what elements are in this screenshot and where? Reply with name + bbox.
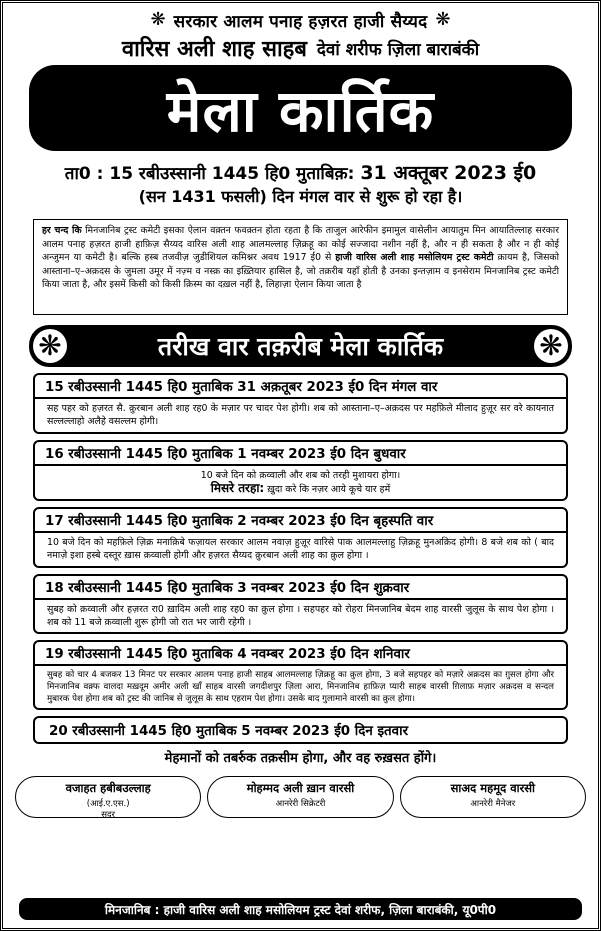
signatory xyxy=(207,776,393,818)
date-hijri: 15 रबीउस्सानी 1445 हि0 मुताबिक़: xyxy=(109,164,355,184)
header-line-1-text: सरकार आलम पनाह हज़रत हाजी सैय्यद xyxy=(173,11,428,32)
notice-bold: हाजी वारिस अली शाह मसोलियम ट्रस्ट कमेटी xyxy=(335,252,494,264)
date-prefix: ता0 : xyxy=(64,164,104,184)
signatory xyxy=(15,776,201,821)
ornament-icon: ❋ xyxy=(435,9,451,30)
date-line-2: (सन 1431 फसली) दिन मंगल वार से शुरू हो रहा है। xyxy=(138,187,463,206)
section-title: तरीख वार तक़रीब मेला कार्तिक xyxy=(157,332,444,361)
signatory-name: साअद महमूद वारसी xyxy=(450,781,536,796)
day-heading: 15 रबीउस्सानी 1445 हि0 मुताबिक 31 अक़तूबर 2023 ई0 दिन मंगल वार xyxy=(35,375,566,399)
day-heading: 19 रबीउस्सानी 1445 हि0 मुताबिक 4 नवम्बर 2023 ई0 दिन शनिवार xyxy=(35,642,566,666)
title-banner xyxy=(29,65,572,151)
date-line-1 xyxy=(9,159,592,185)
signatories xyxy=(15,776,586,821)
final-day-heading: 20 रबीउस्सानी 1445 हि0 मुताबिक 5 नवम्बर 2023 ई0 दिन इतवार xyxy=(33,716,568,744)
footer-bar: मिनजानिब : हाजी वारिस अली शाह मसोलियम ट्रस्ट देवां शरीफ, ज़िला बाराबंकी, यू0पी0 xyxy=(19,898,582,920)
header-line-2-big: वारिस अली शाह साहब xyxy=(121,37,307,62)
page-title: मेला कार्तिक xyxy=(166,76,435,145)
misra-text: ख़ुदा करे कि नज़र आये कूचे यार हमें xyxy=(267,483,391,495)
signatory-role: (आई.ए.एस.) xyxy=(86,799,130,810)
day-body xyxy=(35,466,566,500)
day-body: सुबह को चार 4 बजकर 13 मिनट पर सरकार आलम पनाह हाजी साहब आलमल्लाह ज़िक्रहू का क़ुल होगा, 3 बजे सहपहर को मज़ारे अक़दस का ग़ुसल होगा और मिनजानिब वक़्फ वालदा मख़दूम अमीर अली खाँ साहब वारसी जगदीशपुर ज़िला आरा, मिनजानिब हाफ़िज़ प्यारी साहब वारसी ग़िलाफ़ मज़ार अक़दस व सन्दल मुबारक पेश होगा शब को ट्रस्ट की जानिब से जुलूस के साथ एहराम पेश होगा। उसके बाद गुलामाने वारसी का क़ुल होगा। xyxy=(47,670,554,705)
misra-label: मिसरे तरहा: xyxy=(210,480,265,495)
signatory-name: वजाहत हबीबउल्लाह xyxy=(65,781,151,796)
signatory-role: आनरेरी मैनेजर xyxy=(470,799,516,810)
day-block xyxy=(33,640,568,710)
day-body: 10 बजे दिन को महफ़िले ज़िक्र मनाक़िबे फज़ायल सरकार आलम नवाज़ हुज़ूर वारिसे पाक आलमल्लाहु ज़िक्रहू मुनअक़िद होगी। 8 बजे शब को ( बाद नमाज़े इशा हस्बे दस्तूर ख़ास क़व्वाली होगी और हज़रत सैय्यद क़ुरबान अली शाह का क़ुल होगा । xyxy=(47,537,554,562)
signatory-role-2: सदर xyxy=(101,810,116,821)
day-block xyxy=(33,574,568,635)
day-block xyxy=(33,440,568,502)
signatory-name: मोहम्मद अली ख़ान वारसी xyxy=(246,781,355,796)
ornament-icon: ❋ xyxy=(150,9,166,30)
day-heading: 16 रबीउस्सानी 1445 हि0 मुताबिक 1 नवम्बर 2023 ई0 दिन बुधवार xyxy=(35,442,566,466)
notice-box xyxy=(33,219,568,315)
signatory-role: आनरेरी सिक्रेटरी xyxy=(275,799,326,810)
closing-line: मेहमानों को तबर्रुक तक़सीम होगा, और वह रुख़सत होंगे। xyxy=(164,751,437,767)
day-block xyxy=(33,507,568,568)
day-body: सह पहर को हज़रत सै. क़ुरबान अली शाह रह0 के मज़ार पर चादर पेश होगी। शब को आस्ताना–ए–अक़दस पर महफ़िले मीलाद हुज़ूर सर वरे कायनात सल्लल्लाहो अलैहे वसल्लम होगी। xyxy=(47,403,554,428)
fleur-icon: ❋ xyxy=(33,329,67,363)
notice-text: मिनजानिब ट्रस्ट कमेटी इसका ऐलान वक़्तन फवक़्तन होता रहता है कि ताजुल आरेफीन इमामुल वासेलीन आयातुम मिन आयातिल्लाह सरकार आलम पनाह हज़रत हाजी हाफ़िज़ सैय्यद वारिस अली शाह आलमल्लाह ज़िक्रहू का कोई सज्जादा नशीन नहीं है, और न ही सकता है और न ही कोई अन्जुमन या कमेटी है। बल्कि हस्ब तजवीज़ जुडीशियल कमिश्नर अवध 1917 ई0 से xyxy=(42,225,559,264)
day-body-text: 10 बजे दिन को क़व्वाली और शब को तरही मुशायरा होगा। xyxy=(200,469,401,481)
signatory xyxy=(400,776,586,818)
header-line-2 xyxy=(9,33,592,63)
date-gregorian: 31 अक्तूबर 2023 ई0 xyxy=(360,162,537,184)
section-banner xyxy=(29,325,572,367)
day-body: सुबह को क़व्वाली और हज़रत रा0 ख़ादिम अली शाह रह0 का क़ुल होगा । सहपहर को रोहरा मिनजानिब बेदम शाह वारसी जुलूस के साथ पेश होगा । शब को 11 बजे क़व्वाली शुरू होगी जो रात भर जारी रहेगी । xyxy=(47,603,554,629)
day-block xyxy=(33,373,568,434)
day-heading: 18 रबीउस्सानी 1445 हि0 मुताबिक 3 नवम्बर 2023 ई0 दिन शुक्रवार xyxy=(35,576,566,600)
header-line-1 xyxy=(9,7,592,33)
fleur-icon: ❋ xyxy=(534,329,568,363)
notice-prefix: हर चन्द कि xyxy=(42,225,82,236)
day-heading: 17 रबीउस्सानी 1445 हि0 मुताबिक 2 नवम्बर 2023 ई0 दिन बृहस्पति वार xyxy=(35,509,566,533)
notice-text-2: क़ायम है, जिसको आस्ताना–ए–अक़दस के जुमला उमूर में नज़्म व नस्क़ का इख़्तियार हासिल है, जो तक़रीब यहाँ होती है उनका इन्तज़ाम व इनसेराम मिनजानिब ट्रस्ट कमेटी किया जाता है, और इसमें किसी को किसी क़िस्म का दख़ल नहीं है, लिहाज़ा ऐलान किया जाता है xyxy=(42,252,559,291)
header-line-2-small: देवां शरीफ ज़िला बाराबंकी xyxy=(316,39,480,60)
